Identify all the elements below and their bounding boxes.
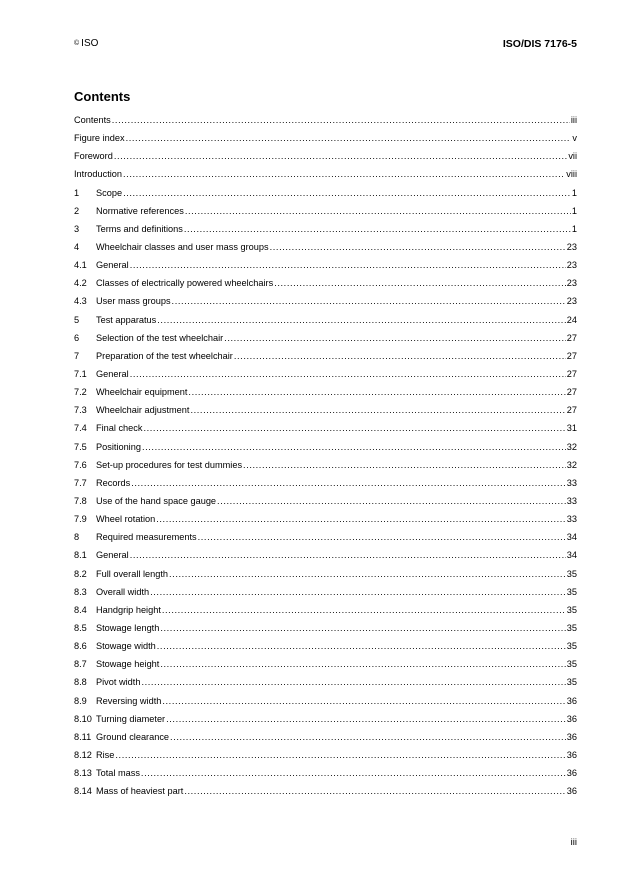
toc-entry-page: 35 (566, 568, 577, 579)
toc-entry[interactable] (74, 785, 577, 803)
toc-entry-title: Wheelchair equipment (96, 387, 188, 398)
toc-leader-dots (150, 586, 566, 598)
toc-entry-page: 33 (566, 495, 577, 506)
toc-entry-title: Mass of heaviest part (96, 786, 184, 797)
toc-entry-number: 8.11 (74, 731, 92, 742)
toc-leader-dots (162, 604, 566, 616)
toc-entry-title: Pivot width (96, 677, 141, 688)
toc-entry-title: Scope (96, 187, 123, 198)
toc-entry[interactable] (74, 277, 577, 295)
toc-entry-title: Stowage width (96, 641, 156, 652)
toc-entry[interactable] (74, 241, 577, 259)
toc-entry[interactable] (74, 114, 577, 132)
toc-entry-page: 36 (566, 768, 577, 779)
toc-leader-dots (198, 531, 566, 543)
toc-entry[interactable] (74, 477, 577, 495)
toc-entry-number: 8.6 (74, 641, 87, 652)
toc-leader-dots (130, 368, 566, 380)
toc-entry-title: Ground clearance (96, 731, 170, 742)
toc-entry-number: 7 (74, 350, 80, 361)
toc-entry-title: General (96, 260, 129, 271)
toc-entry-page: 1 (571, 187, 577, 198)
toc-entry[interactable] (74, 223, 577, 241)
page-title: Contents (74, 89, 131, 104)
toc-entry[interactable] (74, 658, 577, 676)
toc-entry-page: 32 (566, 441, 577, 452)
toc-entry[interactable] (74, 604, 577, 622)
toc-entry-title: Stowage length (96, 622, 160, 633)
toc-entry[interactable] (74, 513, 577, 531)
toc-entry-title: Final check (96, 423, 143, 434)
toc-leader-dots (160, 658, 565, 670)
toc-entry[interactable] (74, 150, 577, 168)
toc-leader-dots (169, 568, 566, 580)
toc-leader-dots (157, 314, 566, 326)
toc-entry[interactable] (74, 640, 577, 658)
toc-leader-dots (166, 713, 566, 725)
toc-entry-page: iii (570, 115, 577, 125)
header-org: ISO (81, 38, 99, 49)
toc-entry-number: 8.1 (74, 550, 87, 561)
toc-entry[interactable] (74, 350, 577, 368)
toc-entry-title: Reversing width (96, 695, 162, 706)
toc-entry-title: Positioning (96, 441, 141, 452)
toc-entry-number: 2 (74, 205, 80, 216)
toc-entry-page: 36 (566, 749, 577, 760)
toc-entry-number: 8.2 (74, 568, 87, 579)
toc-entry-title: Total mass (96, 768, 140, 779)
toc-entry-title: Selection of the test wheelchair (96, 332, 224, 343)
toc-entry-page: 1 (571, 205, 577, 216)
toc-entry-number: 8.13 (74, 768, 92, 779)
toc-entry-page: 34 (566, 532, 577, 543)
toc-entry-number: 8.9 (74, 695, 87, 706)
toc-entry-title: General (96, 550, 129, 561)
toc-entry-number: 6 (74, 332, 80, 343)
toc-entry[interactable] (74, 404, 577, 422)
toc-entry[interactable] (74, 695, 577, 713)
toc-entry-title: General (96, 368, 129, 379)
toc-leader-dots (234, 350, 566, 362)
toc-entry[interactable] (74, 622, 577, 640)
toc-entry-title: Figure index (74, 133, 125, 144)
toc-leader-dots (141, 767, 566, 779)
toc-entry[interactable] (74, 441, 577, 459)
toc-entry-number: 8.12 (74, 749, 92, 760)
toc-leader-dots (190, 404, 565, 416)
toc-entry[interactable] (74, 368, 577, 386)
toc-entry[interactable] (74, 205, 577, 223)
toc-entry-number: 7.8 (74, 495, 87, 506)
toc-entry-page: 35 (566, 677, 577, 688)
toc-entry-page: 23 (566, 241, 577, 252)
toc-leader-dots (217, 495, 566, 507)
toc-entry[interactable] (74, 187, 577, 205)
toc-entry[interactable] (74, 767, 577, 785)
toc-entry-title: Introduction (74, 169, 123, 180)
toc-leader-dots (142, 441, 566, 453)
toc-entry-page: 23 (566, 260, 577, 271)
toc-entry-number: 7.5 (74, 441, 87, 452)
toc-entry[interactable] (74, 531, 577, 549)
toc-entry-page: 27 (566, 332, 577, 343)
toc-entry-title: Classes of electrically powered wheelchairs (96, 278, 274, 289)
toc-entry-page: 33 (566, 477, 577, 488)
toc-entry-page: 1 (571, 223, 577, 234)
toc-entry[interactable] (74, 422, 577, 440)
toc-leader-dots (126, 132, 572, 144)
toc-entry-number: 3 (74, 223, 80, 234)
toc-entry-number: 8.8 (74, 677, 87, 688)
toc-entry-page: 36 (566, 786, 577, 797)
copyright-symbol: © (74, 40, 80, 47)
toc-leader-dots (131, 477, 566, 489)
toc-leader-dots (243, 459, 566, 471)
toc-entry-number: 8.5 (74, 622, 87, 633)
toc-entry-page: 35 (566, 622, 577, 633)
toc-leader-dots (115, 749, 565, 761)
toc-leader-dots (160, 622, 565, 634)
toc-entry-page: vii (568, 151, 577, 162)
toc-entry[interactable] (74, 295, 577, 313)
toc-leader-dots (172, 295, 566, 307)
toc-entry-number: 4.3 (74, 296, 87, 307)
toc-entry-title: Records (96, 477, 131, 488)
toc-entry-title: Required measurements (96, 532, 197, 543)
toc-leader-dots (141, 676, 565, 688)
toc-leader-dots (185, 205, 571, 217)
toc-leader-dots (123, 168, 565, 180)
toc-entry-page: 35 (566, 659, 577, 670)
toc-entry-page: 27 (566, 387, 577, 398)
toc-entry-number: 7.4 (74, 423, 87, 434)
footer-page-number: iii (570, 837, 577, 848)
toc-entry[interactable] (74, 495, 577, 513)
toc-entry[interactable] (74, 314, 577, 332)
toc-entry[interactable] (74, 332, 577, 350)
toc-entry-title: Contents (74, 115, 111, 125)
toc-leader-dots (184, 223, 571, 235)
toc-entry-page: 34 (566, 550, 577, 561)
toc-entry[interactable] (74, 586, 577, 604)
toc-entry-page: 27 (566, 368, 577, 379)
toc-entry-title: Stowage height (96, 659, 160, 670)
toc-entry-title: Full overall length (96, 568, 169, 579)
toc-entry[interactable] (74, 386, 577, 404)
toc-leader-dots (170, 731, 566, 743)
header-copyright (74, 38, 98, 49)
toc-leader-dots (130, 549, 566, 561)
toc-entry-page: 36 (566, 713, 577, 724)
toc-leader-dots (130, 259, 566, 271)
toc-entry-title: Rise (96, 749, 115, 760)
toc-entry-title: Test apparatus (96, 314, 157, 325)
toc-entry-number: 8.3 (74, 586, 87, 597)
toc-entry-page: 23 (566, 296, 577, 307)
toc-entry-page: 24 (566, 314, 577, 325)
toc-entry-title: Handgrip height (96, 604, 161, 615)
toc-entry-number: 7.9 (74, 514, 87, 525)
toc-entry[interactable] (74, 749, 577, 767)
toc-leader-dots (270, 241, 566, 253)
toc-leader-dots (184, 785, 565, 797)
toc-entry-title: Wheelchair adjustment (96, 405, 190, 416)
toc-entry-number: 7.3 (74, 405, 87, 416)
toc-entry-number: 8.10 (74, 713, 92, 724)
toc-entry-title: Use of the hand space gauge (96, 495, 217, 506)
toc-entry-page: 32 (566, 459, 577, 470)
toc-entry[interactable] (74, 549, 577, 567)
toc-entry-page: v (572, 133, 577, 144)
toc-entry-title: Terms and definitions (96, 223, 183, 234)
toc-entry-title: Overall width (96, 586, 150, 597)
toc-leader-dots (112, 114, 570, 126)
toc-entry-number: 1 (74, 187, 80, 198)
toc-entry-number: 5 (74, 314, 80, 325)
toc-entry[interactable] (74, 676, 577, 694)
toc-entry-page: 33 (566, 514, 577, 525)
toc-entry-page: 27 (566, 405, 577, 416)
toc-entry-page: 36 (566, 731, 577, 742)
header-document-id: ISO/DIS 7176-5 (502, 38, 577, 50)
toc-entry-page: 35 (566, 604, 577, 615)
toc-entry[interactable] (74, 713, 577, 731)
toc-entry-number: 8.4 (74, 604, 87, 615)
toc-entry-number: 8.14 (74, 786, 92, 797)
toc-entry-title: Turning diameter (96, 713, 166, 724)
toc-leader-dots (114, 150, 568, 162)
toc-entry-title: Foreword (74, 151, 113, 162)
toc-leader-dots (188, 386, 565, 398)
toc-entry[interactable] (74, 168, 577, 186)
table-of-contents (74, 114, 577, 803)
toc-entry-page: 36 (566, 695, 577, 706)
toc-entry-number: 4.1 (74, 260, 87, 271)
toc-entry-page: 31 (566, 423, 577, 434)
toc-leader-dots (156, 513, 566, 525)
toc-entry-title: Wheel rotation (96, 514, 156, 525)
toc-entry-page: 35 (566, 641, 577, 652)
toc-entry-page: 35 (566, 586, 577, 597)
toc-entry-number: 7.2 (74, 387, 87, 398)
toc-entry[interactable] (74, 132, 577, 150)
toc-entry[interactable] (74, 731, 577, 749)
toc-entry-number: 4 (74, 241, 80, 252)
toc-leader-dots (157, 640, 566, 652)
toc-entry-number: 7.1 (74, 368, 87, 379)
toc-leader-dots (123, 187, 571, 199)
toc-entry[interactable] (74, 459, 577, 477)
toc-entry-number: 8.7 (74, 659, 87, 670)
toc-entry-number: 7.7 (74, 477, 87, 488)
toc-entry-number: 8 (74, 532, 80, 543)
toc-leader-dots (224, 332, 566, 344)
toc-entry-number: 4.2 (74, 278, 87, 289)
toc-entry-title: Normative references (96, 205, 184, 216)
toc-entry-page: 27 (566, 350, 577, 361)
toc-entry-number: 7.6 (74, 459, 87, 470)
toc-entry-title: Preparation of the test wheelchair (96, 350, 233, 361)
toc-leader-dots (162, 695, 565, 707)
toc-leader-dots (274, 277, 566, 289)
toc-entry[interactable] (74, 568, 577, 586)
toc-entry[interactable] (74, 259, 577, 277)
toc-entry-page: 23 (566, 278, 577, 289)
toc-entry-page: viii (566, 169, 577, 180)
toc-entry-title: User mass groups (96, 296, 171, 307)
toc-entry-title: Set-up procedures for test dummies (96, 459, 243, 470)
toc-entry-title: Wheelchair classes and user mass groups (96, 241, 269, 252)
toc-leader-dots (143, 422, 565, 434)
